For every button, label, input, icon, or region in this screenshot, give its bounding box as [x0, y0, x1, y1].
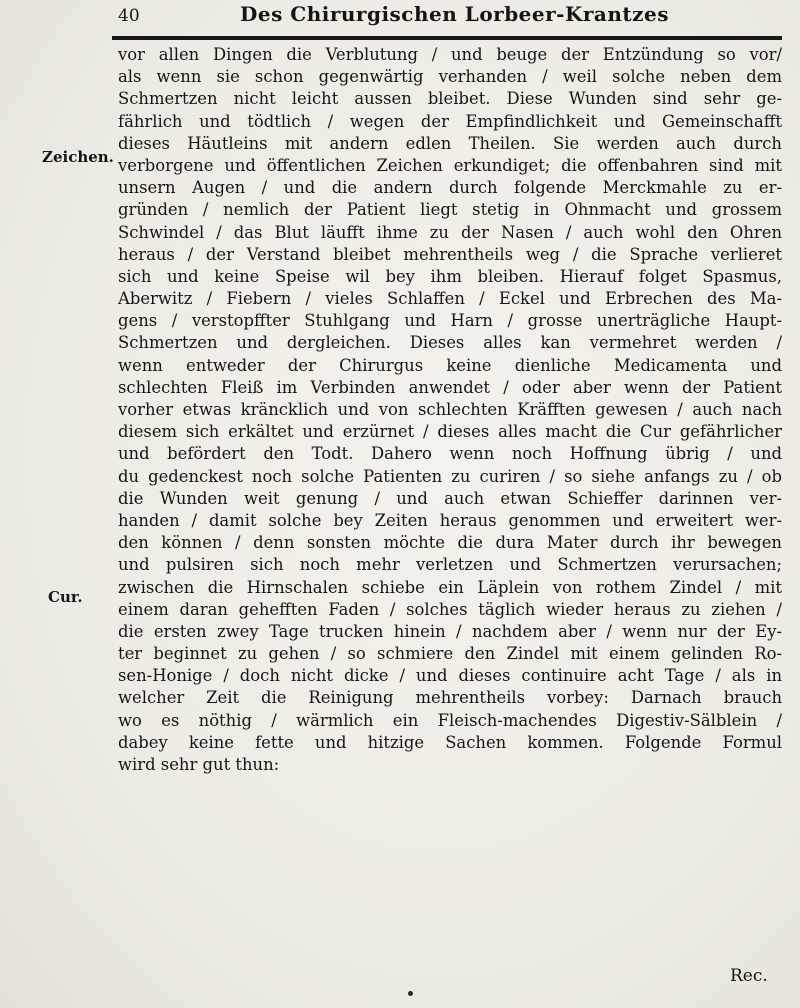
text-line: sen-Honige / doch nicht dicke / und dieses continuire acht Tage / als in [118, 666, 782, 686]
marginal-note-zeichen: Zeichen. [42, 148, 114, 166]
text-line: dieses Häutleins mit andern edlen Theilen. Sie werden auch durch [118, 133, 782, 153]
text-line: wenn entweder der Chirurgus keine dienliche Medicamenta und [118, 355, 782, 375]
text-line: vorher etwas kräncklich und von schlechten Kräfften gewesen / auch nach [118, 400, 782, 419]
text-line: dabey keine fette und hitzige Sachen kommen. Folgende Formul [118, 732, 782, 752]
header-rule [112, 36, 782, 40]
text-line: diesem sich erkältet und erzürnet / dieses alles macht die Cur gefährlicher [118, 422, 782, 442]
text-line: verborgene und öffentlichen Zeichen erkundiget; die offenbahren sind mit [118, 155, 782, 175]
text-line: sich und keine Speise wil bey ihm bleiben. Hierauf folget Spasmus, [118, 266, 782, 286]
text-line: wird sehr gut thun: [118, 755, 280, 774]
text-line: welcher Zeit die Reinigung mehrentheils vorbey: Darnach brauch [118, 688, 782, 708]
text-line: die ersten zwey Tage trucken hinein / nachdem aber / wenn nur der Ey- [118, 621, 782, 641]
ink-speck [408, 991, 413, 996]
text-line: den können / denn sonsten möchte die dura Mater durch ihr bewegen [118, 533, 782, 553]
page-number: 40 [118, 6, 140, 26]
text-line: du gedenckest noch solche Patienten zu curiren / so siehe anfangs zu / ob [118, 466, 782, 486]
text-line: und befördert den Todt. Dahero wenn noch Hoffnung übrig / und [118, 444, 782, 464]
text-line: heraus / der Verstand bleibet mehrentheils weg / die Sprache verlieret [118, 244, 782, 264]
text-line: fährlich und tödtlich / wegen der Empfindlichkeit und Gemeinschafft [118, 111, 782, 131]
body-text [118, 44, 782, 776]
text-line: handen / damit solche bey Zeiten heraus genommen und erweitert wer- [118, 510, 782, 530]
text-line: vor allen Dingen die Verblutung / und beuge der Entzündung so vor/ [118, 45, 782, 64]
running-head: Des Chirurgischen Lorbeer-Krantzes [240, 2, 669, 26]
text-line: wo es nöthig / wärmlich ein Fleisch-machendes Digestiv-Sälblein / [118, 710, 782, 730]
text-line: Schmertzen und dergleichen. Dieses alles kan vermehret werden / [118, 333, 782, 353]
text-line: schlechten Fleiß im Verbinden anwendet / oder aber wenn der Patient [118, 377, 782, 397]
text-line: als wenn sie schon gegenwärtig verhanden / weil solche neben dem [118, 67, 782, 87]
text-line: die Wunden weit genung / und auch etwan Schieffer darinnen ver- [118, 488, 782, 508]
marginal-note-cur: Cur. [48, 588, 83, 606]
catchword: Rec. [730, 966, 768, 986]
text-line: zwischen die Hirnschalen schiebe ein Läplein von rothem Zindel / mit [118, 577, 782, 597]
text-line: unsern Augen / und die andern durch folgende Merckmahle zu er- [118, 178, 782, 198]
text-line: gründen / nemlich der Patient liegt stetig in Ohnmacht und grossem [118, 200, 782, 220]
text-line: ter beginnet zu gehen / so schmiere den Zindel mit einem gelinden Ro- [118, 644, 782, 664]
text-line: gens / verstopffter Stuhlgang und Harn / grosse unerträgliche Haupt- [118, 311, 782, 331]
text-line: Schmertzen nicht leicht aussen bleibet. Diese Wunden sind sehr ge- [118, 89, 782, 109]
text-line: Schwindel / das Blut läufft ihme zu der Nasen / auch wohl den Ohren [118, 222, 782, 242]
text-line: einem daran gehefften Faden / solches täglich wieder heraus zu ziehen / [118, 599, 782, 619]
text-line: Aberwitz / Fiebern / vieles Schlaffen / Eckel und Erbrechen des Ma- [118, 289, 782, 309]
text-line: und pulsiren sich noch mehr verletzen und Schmertzen verursachen; [118, 555, 782, 575]
